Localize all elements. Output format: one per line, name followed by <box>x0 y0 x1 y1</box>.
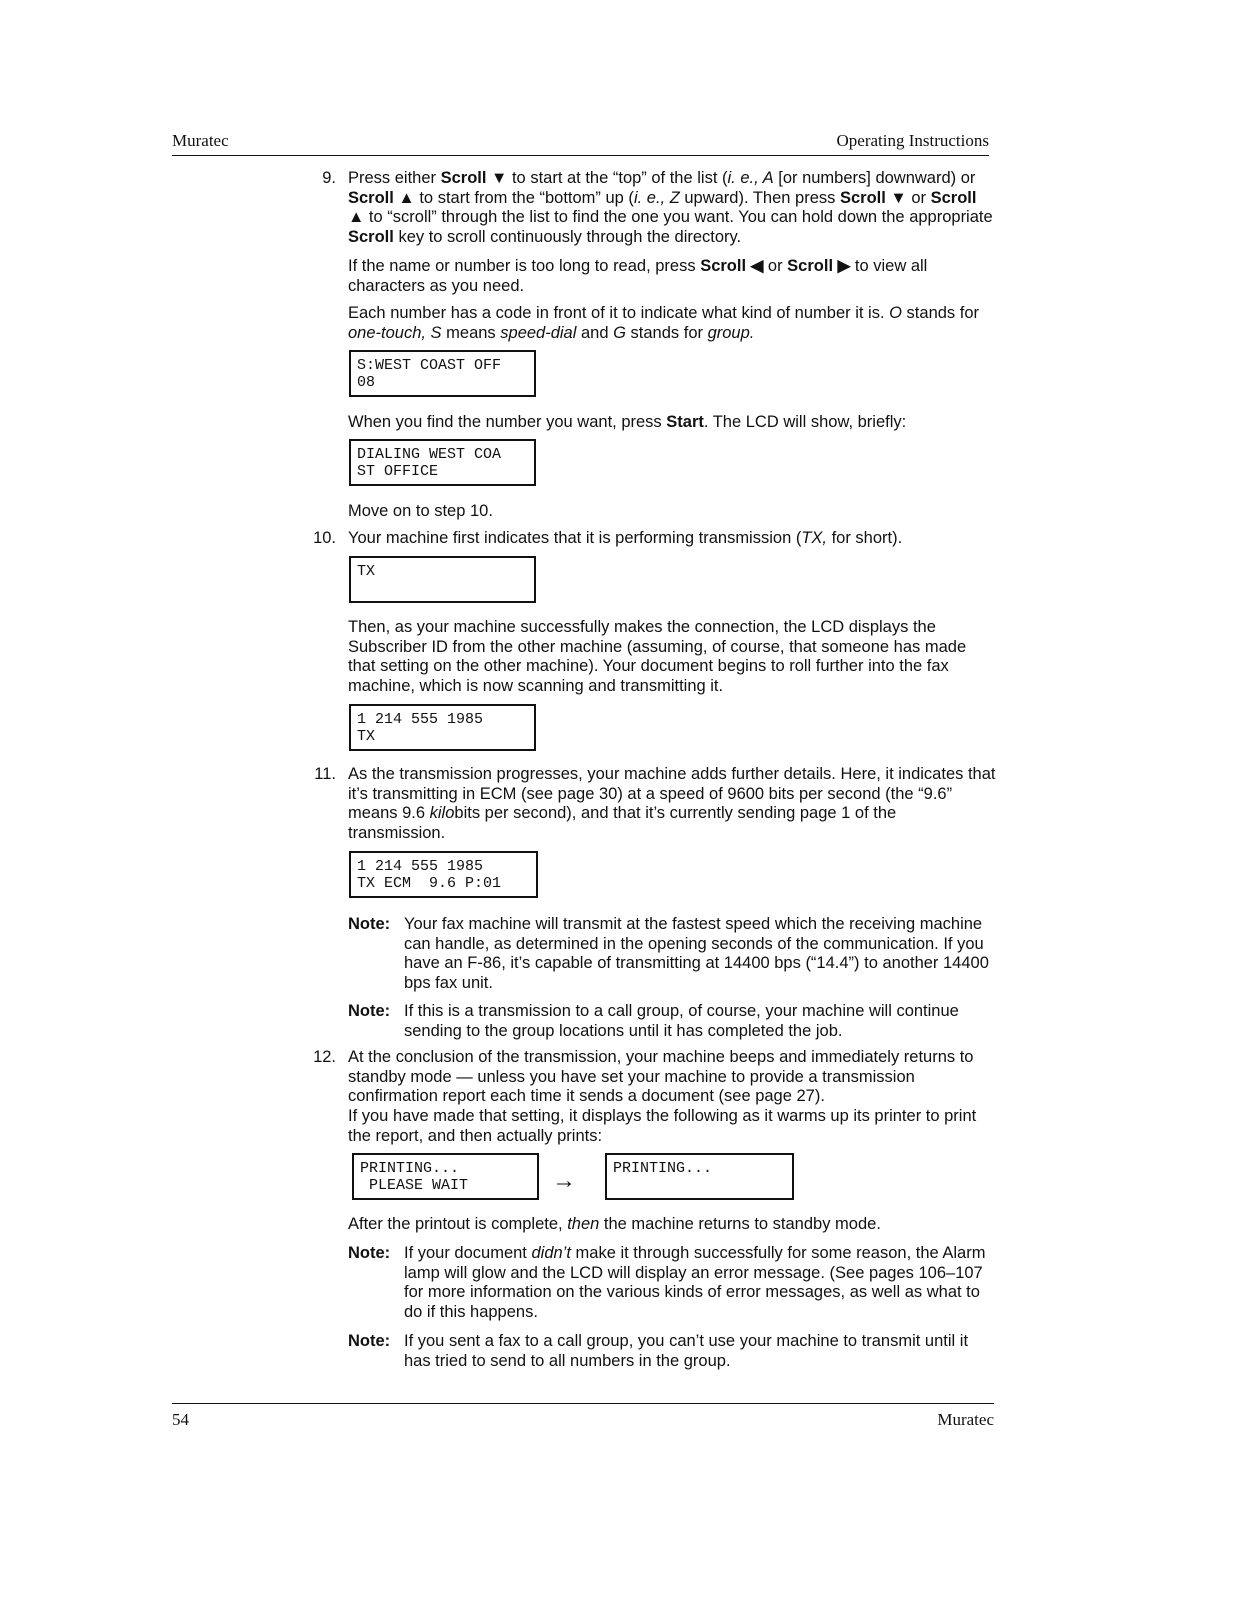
note-label: Note: <box>348 1002 391 1020</box>
step-11-number: 11. <box>314 765 336 783</box>
note-label: Note: <box>348 1244 391 1262</box>
right-arrow-icon: → <box>552 1167 576 1194</box>
note-body: If your document didn’t make it through successfully for some reason, the Alarm lamp will glow and the LCD will display an error message. (See pages 106–107 for more information on the various kinds of error messages, as well as what to do if this happens. <box>404 1244 986 1321</box>
step-11-paragraph-1: As the transmission progresses, your machine adds further details. Here, it indicates that it’s transmitting in ECM (see page 30) at a speed of 9600 bits per second (the “9.6” means 9.6 kilobits per second), and that it’s currently sending page 1 of the transmission. <box>348 765 996 842</box>
step-10-paragraph-1: Your machine first indicates that it is performing transmission (TX, for short). <box>348 529 903 547</box>
header-brand: Muratec <box>172 131 229 150</box>
step-12-paragraph-1: At the conclusion of the transmission, your machine beeps and immediately returns to standby mode — unless you have set your machine to provide a transmission confirmation report each time it sends a document (see page 27). <box>348 1048 974 1105</box>
lcd-display-dialing <box>349 439 536 486</box>
note-label: Note: <box>348 915 391 933</box>
lcd-line-1: PRINTING... <box>360 1160 460 1177</box>
lcd-display-printing-wait <box>352 1153 539 1200</box>
lcd-line-1: 1 214 555 1985 <box>357 858 484 875</box>
step-9-paragraph-5: Move on to step 10. <box>348 502 493 520</box>
lcd-line-2: ST OFFICE <box>357 463 439 480</box>
note-label: Note: <box>348 1332 391 1350</box>
step-11-note-2 <box>348 1002 998 1041</box>
note-body: Your fax machine will transmit at the fastest speed which the receiving machine can handle, as determined in the opening seconds of the communication. If you have an F-86, it’s capable of transmitting at 14400 bps (“14.4”) to another 14400 bps fax unit. <box>404 915 989 992</box>
step-9-number: 9. <box>322 169 336 187</box>
footer-brand: Muratec <box>937 1410 994 1429</box>
header-rule <box>172 155 989 156</box>
page-number: 54 <box>172 1410 189 1429</box>
lcd-line-1: S:WEST COAST OFF <box>357 357 502 374</box>
step-12-number: 12. <box>313 1048 336 1066</box>
step-9-paragraph-1: Press either Scroll ▼ to start at the “top” of the list (i. e., A [or numbers] downward) or Scroll ▲ to start from the “bottom” up (i. e., Z upward). Then press Scroll ▼ or Scroll ▲ to “scroll” through the list to find the one you want. You can hold down the appropriate Scroll key to scroll continuously through the directory. <box>348 169 993 246</box>
note-body: If this is a transmission to a call group, of course, your machine will continue sending to the group locations until it has completed the job. <box>404 1002 959 1040</box>
lcd-display-tx <box>349 556 536 603</box>
step-12-note-1 <box>348 1244 998 1322</box>
note-body: If you sent a fax to a call group, you can’t use your machine to transmit until it has tried to send to all numbers in the group. <box>404 1332 969 1370</box>
lcd-line-1: DIALING WEST COA <box>357 446 502 463</box>
step-12-paragraph-3: After the printout is complete, then the machine returns to standby mode. <box>348 1215 881 1233</box>
lcd-display-subscriber-id <box>349 704 536 751</box>
lcd-display-ecm-progress <box>349 851 538 898</box>
lcd-line-2: TX ECM 9.6 P:01 <box>357 875 502 892</box>
step-10-number: 10. <box>313 529 336 547</box>
step-9-paragraph-4: When you find the number you want, press Start. The LCD will show, briefly: <box>348 413 907 431</box>
step-9-paragraph-2: If the name or number is too long to read, press Scroll ◀ or Scroll ▶ to view all characters as you need. <box>348 257 928 295</box>
header-section-title: Operating Instructions <box>836 131 989 150</box>
lcd-line-2: 08 <box>357 374 376 391</box>
lcd-line-1: PRINTING... <box>613 1160 713 1177</box>
lcd-line-2: TX <box>357 563 376 580</box>
step-12-note-2 <box>348 1332 998 1371</box>
step-11-note-1 <box>348 915 998 993</box>
lcd-line-2: PLEASE WAIT <box>360 1177 469 1194</box>
footer-rule <box>172 1403 994 1404</box>
step-12-paragraph-2: If you have made that setting, it displays the following as it warms up its printer to print the report, and then actually prints: <box>348 1107 977 1145</box>
lcd-line-2: TX <box>357 728 376 745</box>
lcd-line-1: 1 214 555 1985 <box>357 711 484 728</box>
step-10-paragraph-2: Then, as your machine successfully makes the connection, the LCD displays the Subscriber ID from the other machine (assuming, of course, that someone has made that setting on the other machine). Your document begins to roll further into the fax machine, which is now scanning and transmitting it. <box>348 618 967 695</box>
lcd-display-directory-entry <box>349 350 536 397</box>
lcd-display-printing <box>605 1153 794 1200</box>
step-9-paragraph-3: Each number has a code in front of it to indicate what kind of number it is. O stands for one-touch, S means speed-dial and G stands for group. <box>348 304 980 342</box>
